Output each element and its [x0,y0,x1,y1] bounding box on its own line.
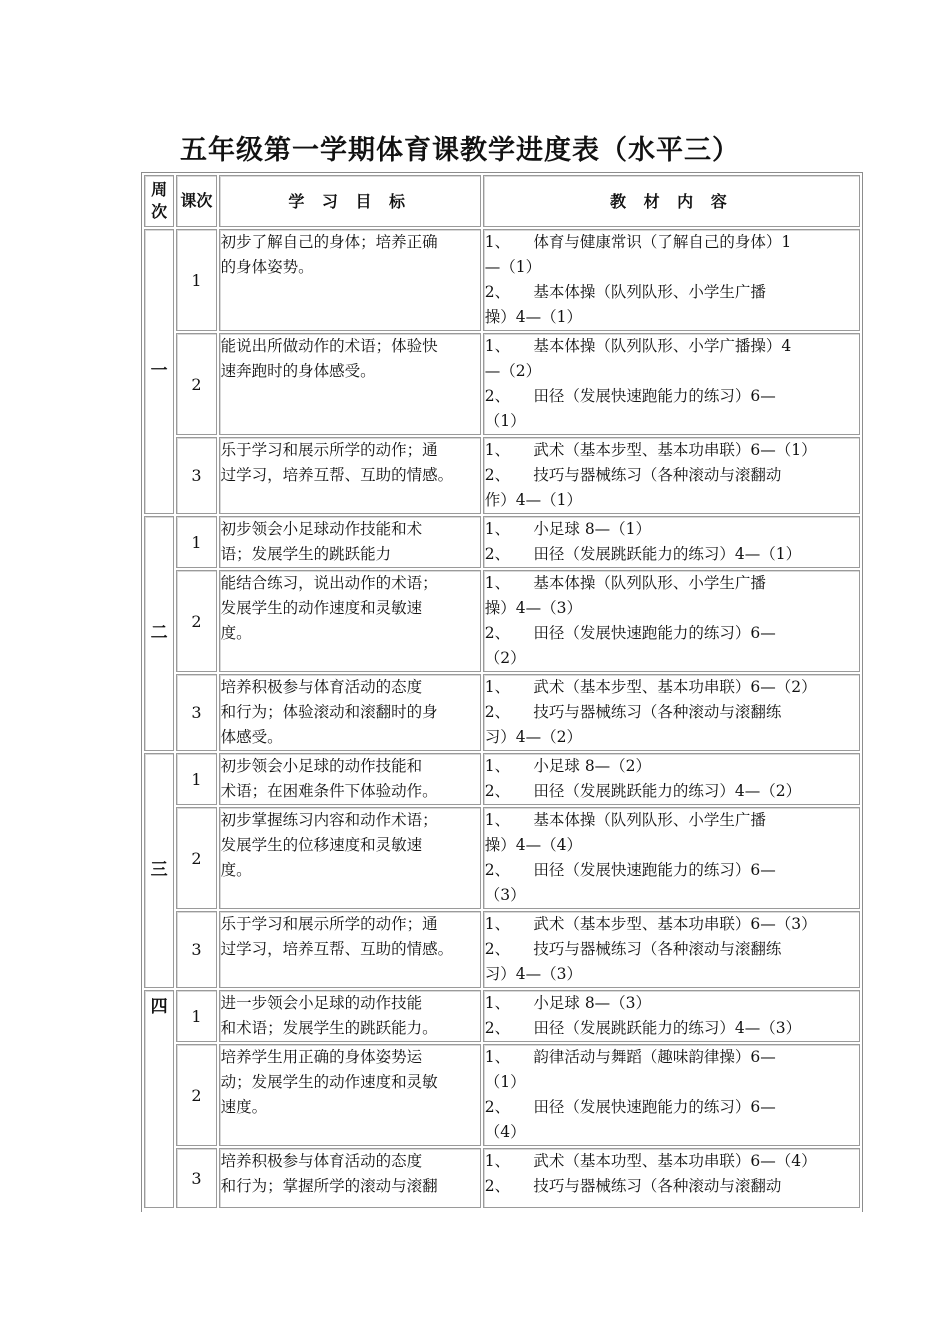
content-cell [483,570,860,672]
goal-cell [219,911,481,988]
content-line: （4） [484,1123,526,1141]
lesson-number-cell: 3 [176,1148,216,1208]
content-line: 2、 田径（发展跳跃能力的练习）4—（3） [484,1019,802,1037]
goal-cell [219,516,481,568]
goal-line: 能结合练习，说出动作的术语； [220,574,438,592]
schedule-sheet [141,172,863,1212]
goal-line: 培养学生用正确的身体姿势运 [220,1048,423,1066]
content-line: 2、 技巧与器械练习（各种滚动与滚翻练 [484,703,782,721]
goal-line: 初步领会小足球动作技能和术 [220,520,423,538]
content-line: （1） [484,412,526,430]
content-line: 2、 田径（发展快速跑能力的练习）6— [484,1098,776,1116]
goal-cell [219,807,481,909]
table-row [144,516,860,568]
content-line: 1、 体育与健康常识（了解自己的身体）1 [484,233,792,251]
schedule-table [142,173,862,1210]
content-line: 2、 田径（发展快速跑能力的练习）6— [484,624,776,642]
lesson-number-cell: 3 [176,674,216,751]
content-line: 1、 小足球 8—（1） [484,520,652,538]
content-line: （1） [484,1073,526,1091]
goal-line: 度。 [220,624,252,642]
goal-line: 过学习，培养互帮、互助的情感。 [220,466,454,484]
goal-line: 初步掌握练习内容和动作术语； [220,811,438,829]
table-row [144,437,860,514]
lesson-number-cell: 1 [176,229,216,331]
week-cell: 三 [144,753,174,988]
table-row [144,911,860,988]
content-line: 2、 技巧与器械练习（各种滚动与滚翻练 [484,940,782,958]
content-cell [483,437,860,514]
content-line: 操）4—（1） [484,308,583,326]
content-cell [483,911,860,988]
goal-line: 能说出所做动作的术语；体验快 [220,337,438,355]
goal-line: 初步领会小足球的动作技能和 [220,757,423,775]
goal-cell [219,1148,481,1208]
lesson-number-cell: 2 [176,333,216,435]
goal-line: 语；发展学生的跳跃能力 [220,545,392,563]
header-week: 周次 [144,175,174,227]
content-line: 1、 武术（基本步型、基本功串联）6—（1） [484,441,817,459]
goal-cell [219,753,481,805]
lesson-number-cell: 2 [176,570,216,672]
header-content: 教 材 内 容 [483,175,860,227]
content-line: （3） [484,886,526,904]
content-cell [483,1044,860,1146]
goal-line: 过学习，培养互帮、互助的情感。 [220,940,454,958]
content-line: 操）4—（3） [484,599,583,617]
content-line: 1、 基本体操（队列队形、小学广播操）4 [484,337,792,355]
goal-line: 乐于学习和展示所学的动作；通 [220,915,438,933]
goal-cell [219,570,481,672]
goal-cell [219,990,481,1042]
lesson-number-cell: 1 [176,990,216,1042]
content-line: —（2） [484,362,542,380]
goal-line: 和行为；体验滚动和滚翻时的身 [220,703,438,721]
lesson-number-cell: 1 [176,753,216,805]
table-row [144,674,860,751]
content-line: 1、 基本体操（队列队形、小学生广播 [484,811,766,829]
goal-line: 术语；在困难条件下体验动作。 [220,782,438,800]
content-line: 1、 韵律活动与舞蹈（趣味韵律操）6— [484,1048,776,1066]
content-cell [483,807,860,909]
week-cell: 一 [144,229,174,514]
content-line: —（1） [484,258,542,276]
content-line: 1、 武术（基本步型、基本功串联）6—（2） [484,678,817,696]
content-line: 2、 基本体操（队列队形、小学生广播 [484,283,766,301]
content-line: 2、 田径（发展快速跑能力的练习）6— [484,861,776,879]
table-row [144,1148,860,1208]
goal-cell [219,437,481,514]
goal-line: 进一步领会小足球的动作技能 [220,994,423,1012]
goal-line: 体感受。 [220,728,283,746]
goal-line: 培养积极参与体育活动的态度 [220,1152,423,1170]
content-line: 2、 田径（发展跳跃能力的练习）4—（1） [484,545,802,563]
lesson-number-cell: 3 [176,911,216,988]
goal-line: 发展学生的位移速度和灵敏速 [220,836,423,854]
content-line: 2、 田径（发展跳跃能力的练习）4—（2） [484,782,802,800]
week-cell: 二 [144,516,174,751]
header-goal: 学 习 目 标 [219,175,481,227]
table-row [144,229,860,331]
goal-line: 培养积极参与体育活动的态度 [220,678,423,696]
content-cell [483,516,860,568]
lesson-number-cell: 2 [176,1044,216,1146]
goal-line: 度。 [220,861,252,879]
content-line: 2、 技巧与器械练习（各种滚动与滚翻动 [484,466,782,484]
goal-line: 初步了解自己的身体；培养正确 [220,233,438,251]
table-row [144,807,860,909]
goal-cell [219,229,481,331]
lesson-number-cell: 3 [176,437,216,514]
content-line: 1、 武术（基本功型、基本功串联）6—（4） [484,1152,817,1170]
goal-cell [219,1044,481,1146]
table-row [144,570,860,672]
content-line: （2） [484,649,526,667]
goal-cell [219,674,481,751]
header-lesson: 课次 [176,175,216,227]
goal-line: 发展学生的动作速度和灵敏速 [220,599,423,617]
goal-line: 的身体姿势。 [220,258,314,276]
goal-line: 和术语；发展学生的跳跃能力。 [220,1019,438,1037]
lesson-number-cell: 2 [176,807,216,909]
content-cell [483,229,860,331]
week-cell: 四 [144,990,174,1208]
lesson-number-cell: 1 [176,516,216,568]
content-cell [483,674,860,751]
content-line: 1、 小足球 8—（3） [484,994,652,1012]
content-line: 习）4—（3） [484,965,583,983]
goal-line: 和行为；掌握所学的滚动与滚翻 [220,1177,438,1195]
goal-line: 乐于学习和展示所学的动作；通 [220,441,438,459]
content-line: 2、 田径（发展快速跑能力的练习）6— [484,387,776,405]
content-line: 1、 武术（基本步型、基本功串联）6—（3） [484,915,817,933]
goal-cell [219,333,481,435]
content-line: 操）4—（4） [484,836,583,854]
content-line: 作）4—（1） [484,491,583,509]
page-title: 五年级第一学期体育课教学进度表（水平三） [180,135,740,166]
content-cell [483,333,860,435]
table-row [144,753,860,805]
content-cell [483,1148,860,1208]
content-line: 1、 基本体操（队列队形、小学生广播 [484,574,766,592]
goal-line: 速度。 [220,1098,268,1116]
table-row [144,333,860,435]
content-line: 习）4—（2） [484,728,583,746]
content-cell [483,753,860,805]
schedule-body [144,175,860,1208]
table-row [144,990,860,1042]
content-line: 2、 技巧与器械练习（各种滚动与滚翻动 [484,1177,782,1195]
content-cell [483,990,860,1042]
goal-line: 速奔跑时的身体感受。 [220,362,376,380]
content-line: 1、 小足球 8—（2） [484,757,652,775]
goal-line: 动；发展学生的动作速度和灵敏 [220,1073,438,1091]
header-row [144,175,860,227]
table-row [144,1044,860,1146]
